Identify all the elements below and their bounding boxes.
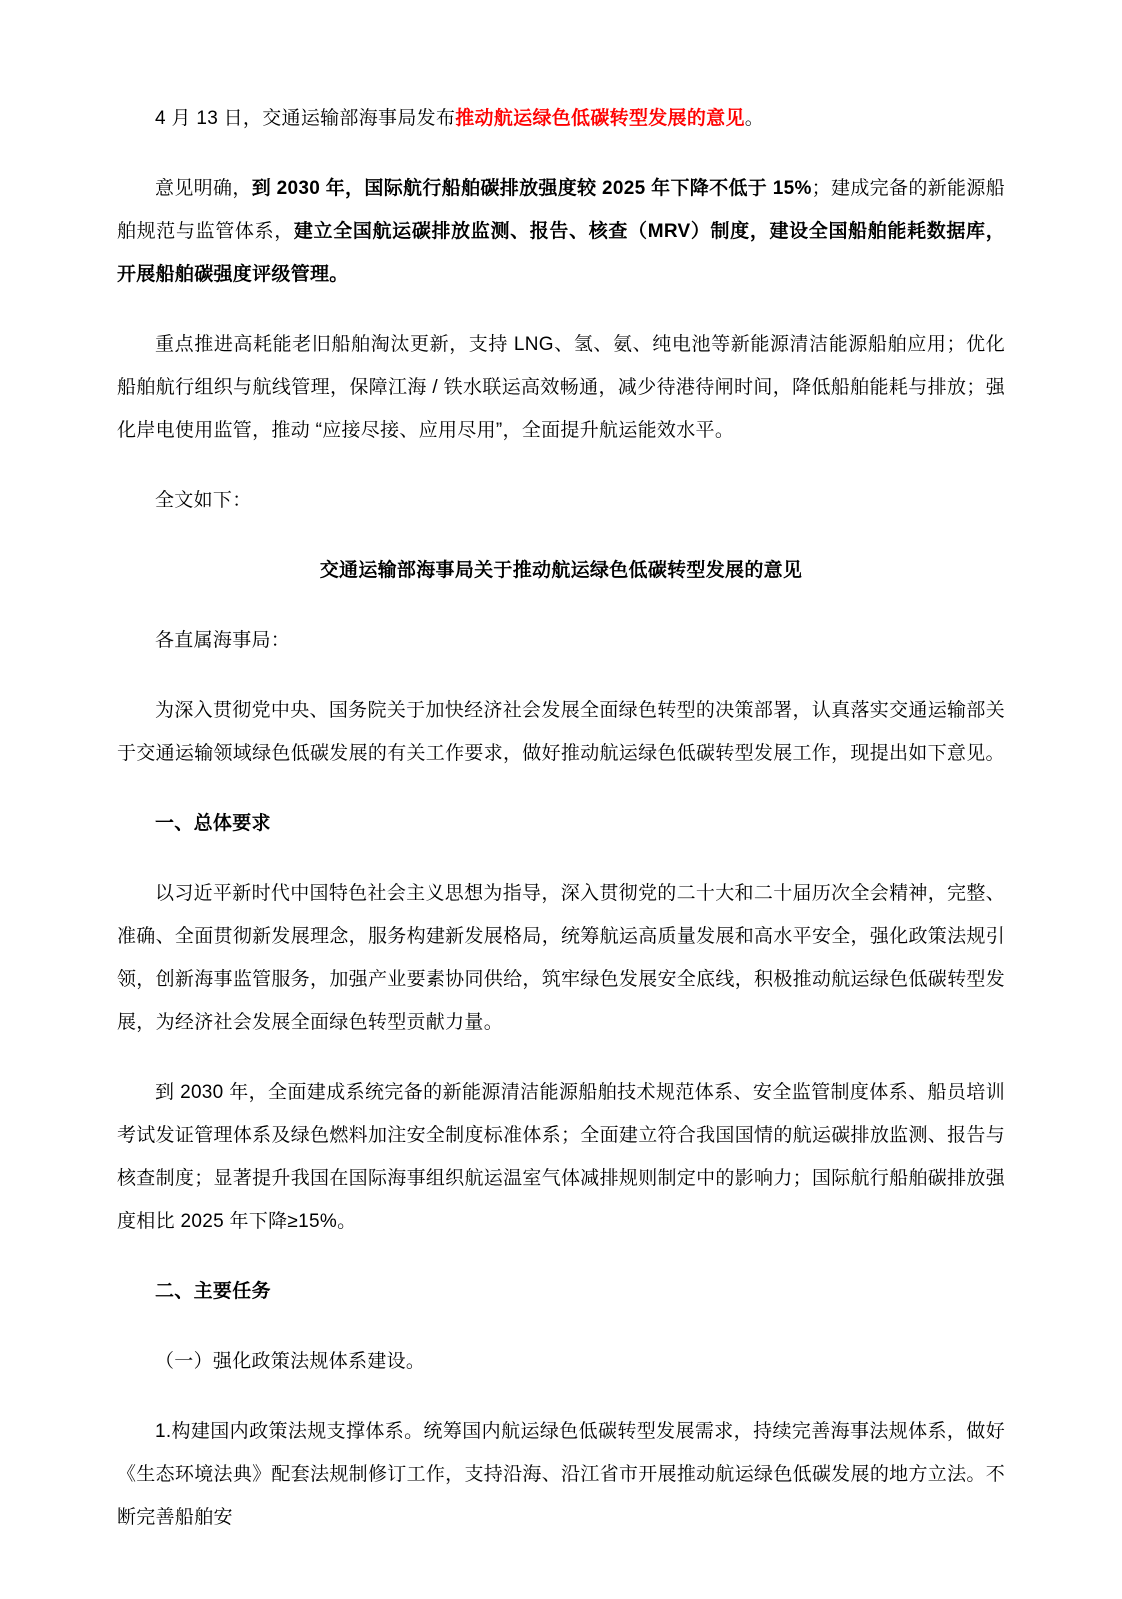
text-run: 重点推进高耗能老旧船舶淘汰更新，支持 LNG、氢、氨、纯电池等新能源清洁能源船舶应用；优化船舶航行组织与航线管理，保障江海 / 铁水联运高效畅通，减少待港待闸时间，降低船舶能耗与排放；强化岸电使用监管，推动 “应接尽接、应用尽用”，全面提升航运能效水平。 bbox=[117, 334, 1005, 441]
text-run: 二、主要任务 bbox=[155, 1281, 271, 1302]
text-run: （一）强化政策法规体系建设。 bbox=[155, 1351, 426, 1372]
addressee-paragraph bbox=[117, 619, 1005, 662]
text-run: 一、总体要求 bbox=[155, 813, 271, 834]
text-run: 到 2030 年，全面建成系统完备的新能源清洁能源船舶技术规范体系、安全监管制度体系、船员培训考试发证管理体系及绿色燃料加注安全制度标准体系；全面建立符合我国国情的航运碳排放监测、报告与核查制度；显著提升我国在国际海事组织航运温室气体减排规则制定中的影响力；国际航行船舶碳排放强度相比 2025 年下降≥15%。 bbox=[117, 1082, 1005, 1232]
text-run: 全文如下： bbox=[155, 490, 252, 511]
text-run: 以习近平新时代中国特色社会主义思想为指导，深入贯彻党的二十大和二十届历次全会精神，完整、准确、全面贯彻新发展理念，服务构建新发展格局，统筹航运高质量发展和高水平安全，强化政策法规引领，创新海事监管服务，加强产业要素协同供给，筑牢绿色发展安全底线，积极推动航运绿色低碳转型发展，为经济社会发展全面绿色转型贡献力量。 bbox=[117, 883, 1005, 1033]
task-1-paragraph bbox=[117, 1410, 1005, 1539]
text-run: 意见明确， bbox=[155, 178, 252, 199]
document-title bbox=[117, 549, 1005, 592]
text-run: 为深入贯彻党中央、国务院关于加快经济社会发展全面绿色转型的决策部署，认真落实交通运输部关于交通运输领域绿色低碳发展的有关工作要求，做好推动航运绿色低碳转型发展工作，现提出如下意见。 bbox=[117, 700, 1005, 764]
summary-targets-paragraph bbox=[117, 167, 1005, 296]
text-run: 推动航运绿色低碳转型发展的意见 bbox=[455, 108, 745, 129]
text-run: ；建成完备的新能源船舶规范与监管体系， bbox=[117, 178, 1005, 242]
text-run: 各直属海事局： bbox=[155, 630, 291, 651]
preamble-paragraph bbox=[117, 689, 1005, 775]
summary-measures-paragraph bbox=[117, 323, 1005, 452]
guiding-ideology-paragraph bbox=[117, 872, 1005, 1044]
text-run: 4 月 13 日，交通运输部海事局发布 bbox=[155, 108, 456, 129]
intro-paragraph bbox=[117, 97, 1005, 140]
section-2-heading bbox=[117, 1270, 1005, 1313]
text-run: 。 bbox=[744, 108, 765, 129]
text-run: 建立全国航运碳排放监测、报告、核查（MRV）制度，建设全国船舶能耗数据库，开展船舶碳强度评级管理。 bbox=[117, 221, 1005, 285]
text-run: 交通运输部海事局关于推动航运绿色低碳转型发展的意见 bbox=[319, 560, 803, 581]
section-1-heading bbox=[117, 802, 1005, 845]
document-body bbox=[117, 97, 1005, 1539]
task-group-1-heading bbox=[117, 1340, 1005, 1383]
fulltext-lead-paragraph bbox=[117, 479, 1005, 522]
text-run: 1.构建国内政策法规支撑体系。统筹国内航运绿色低碳转型发展需求，持续完善海事法规体系，做好《生态环境法典》配套法规制修订工作，支持沿海、沿江省市开展推动航运绿色低碳发展的地方立法。不断完善船舶安 bbox=[117, 1421, 1005, 1528]
goals-2030-paragraph bbox=[117, 1071, 1005, 1243]
text-run: 到 2030 年，国际航行船舶碳排放强度较 2025 年下降不低于 15% bbox=[251, 178, 812, 199]
